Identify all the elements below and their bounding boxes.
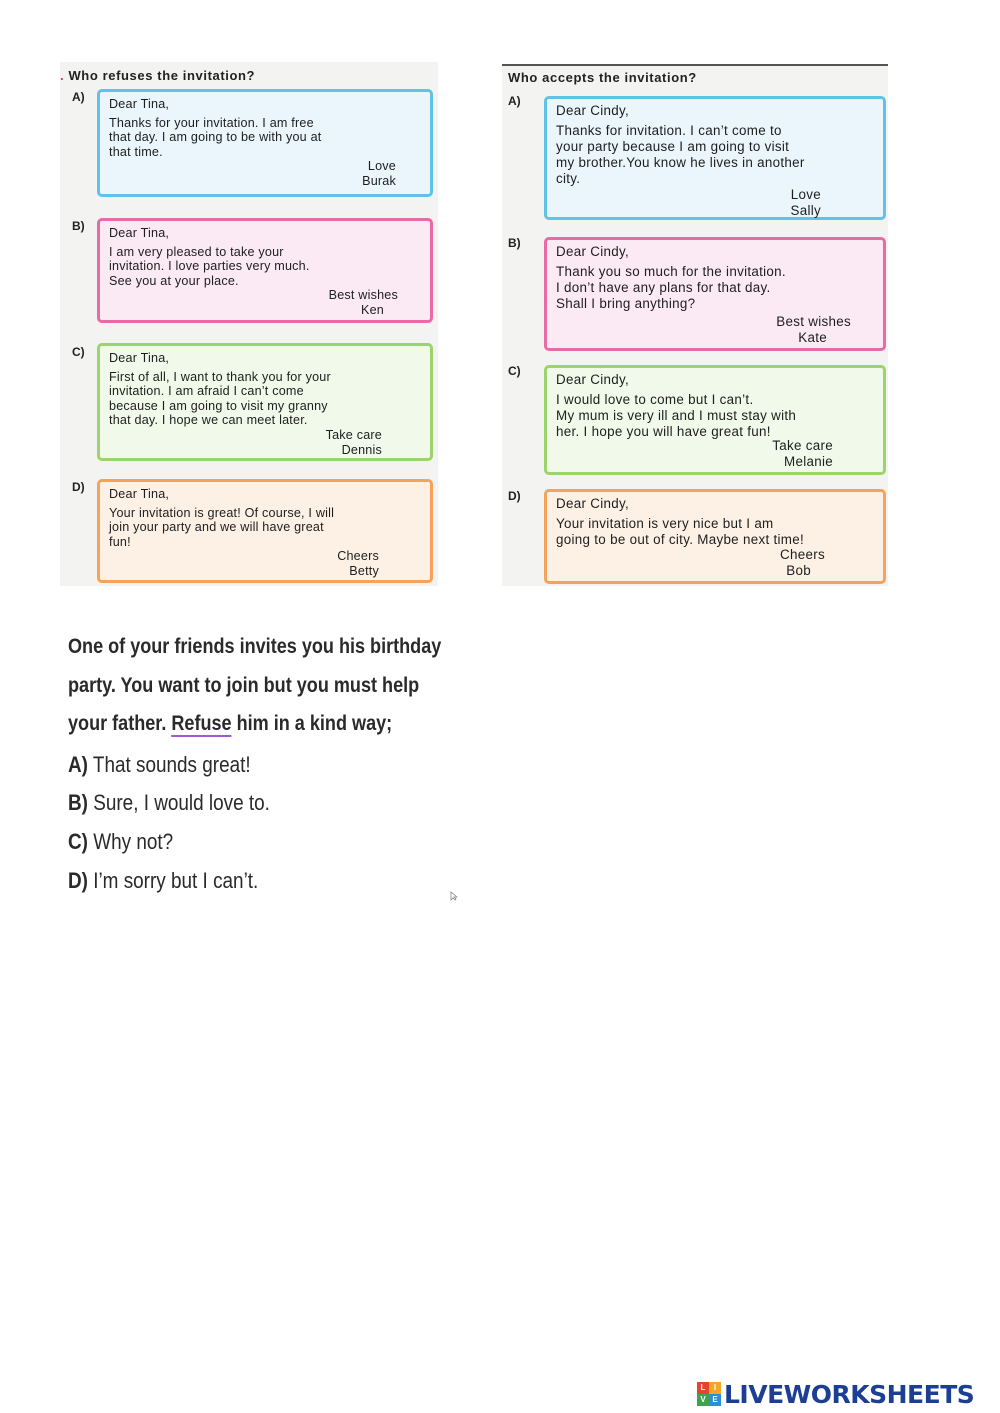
answer-option-d[interactable] (68, 868, 258, 894)
divider-line (502, 64, 888, 66)
task-line: One of your friends invites you his birthday (68, 635, 442, 658)
letter-line: that day. I hope we can meet later. (109, 413, 308, 428)
letter-signature (109, 428, 422, 457)
right-question-title: Who accepts the invitation? (508, 70, 697, 85)
left-question-title (60, 68, 255, 83)
option-letter-c[interactable]: C) (508, 364, 521, 378)
letter-line: I don’t have any plans for that day. (556, 280, 771, 295)
answer-letter: B) (68, 790, 88, 815)
letter-greeting: Dear Tina, (109, 487, 170, 501)
letter-line: See you at your place. (109, 273, 239, 288)
letter-card-kate[interactable] (544, 237, 886, 351)
letter-sender: Melanie (784, 454, 833, 469)
letter-line: your party because I am going to visit (556, 139, 790, 154)
letter-body (556, 516, 875, 548)
letter-line: Your invitation is very nice but I am (556, 516, 774, 531)
option-letter-d[interactable]: D) (508, 489, 521, 503)
letter-line: invitation. I love parties very much. (109, 259, 310, 274)
logo-badge-icon (697, 1382, 721, 1406)
letter-line: I am very pleased to take your (109, 244, 284, 259)
letter-signature (109, 549, 422, 578)
letter-sender: Betty (349, 563, 379, 578)
task-prompt (68, 628, 478, 744)
logo-badge-letter: E (709, 1394, 721, 1406)
letter-closing: Take care (325, 427, 382, 442)
answer-letter: D) (68, 868, 88, 893)
letter-card-betty[interactable] (97, 479, 433, 583)
letter-body (556, 392, 875, 440)
letter-closing: Best wishes (776, 314, 851, 329)
logo-badge-letter: V (697, 1394, 709, 1406)
letter-line: invitation. I am afraid I can’t come (109, 384, 304, 399)
letter-greeting: Dear Tina, (109, 97, 170, 111)
letter-sender: Bob (786, 563, 811, 578)
letter-body (556, 123, 875, 187)
letter-card-burak[interactable] (97, 89, 433, 197)
letter-line: Thanks for your invitation. I am free (109, 115, 314, 130)
letter-closing: Best wishes (328, 288, 398, 303)
letter-closing: Cheers (780, 547, 825, 562)
letter-signature (556, 314, 875, 346)
letter-line: her. I hope you will have great fun! (556, 424, 771, 439)
answer-text: Why not? (87, 829, 174, 854)
letter-card-ken[interactable] (97, 218, 433, 323)
letter-line: that time. (109, 144, 163, 159)
letter-line: Thank you so much for the invitation. (556, 264, 786, 279)
letter-card-sally[interactable] (544, 96, 886, 220)
answer-text: That sounds great! (87, 752, 251, 777)
letter-greeting: Dear Cindy, (556, 496, 630, 511)
cursor-icon (450, 891, 458, 901)
letter-body (109, 506, 422, 550)
letter-closing: Love (367, 159, 396, 174)
letter-greeting: Dear Tina, (109, 351, 170, 365)
letter-closing: Take care (772, 438, 833, 453)
letter-sender: Burak (362, 173, 396, 188)
letter-sender: Ken (360, 302, 384, 317)
letter-body (109, 116, 422, 160)
letter-sender: Kate (798, 330, 827, 345)
letter-line: join your party and we will have great (109, 520, 324, 535)
letter-line: my brother.You know he lives in another (556, 155, 805, 170)
logo-badge-letter: L (697, 1382, 709, 1394)
letter-signature (109, 288, 422, 317)
highlighted-word: Refuse (171, 712, 232, 735)
letter-line: Thanks for invitation. I can’t come to (556, 123, 782, 138)
answer-option-a[interactable] (68, 752, 251, 778)
letter-line: that day. I am going to be with you at (109, 130, 322, 145)
letter-greeting: Dear Cindy, (556, 372, 630, 387)
question-title-text: Who refuses the invitation? (68, 68, 256, 83)
letter-signature (109, 159, 422, 188)
question-marker: . (60, 68, 65, 83)
letter-line: because I am going to visit my granny (109, 398, 328, 413)
answer-letter: C) (68, 829, 88, 854)
right-question-panel (502, 64, 888, 586)
letter-signature (556, 438, 875, 470)
liveworksheets-logo[interactable] (697, 1380, 974, 1408)
letter-greeting: Dear Cindy, (556, 103, 630, 118)
letter-closing: Love (790, 187, 821, 202)
letter-line: city. (556, 171, 581, 186)
answer-option-c[interactable] (68, 829, 173, 855)
answer-option-b[interactable] (68, 790, 270, 816)
letter-card-melanie[interactable] (544, 365, 886, 475)
task-line (68, 705, 478, 744)
letter-line: I would love to come but I can’t. (556, 392, 754, 407)
option-letter-b[interactable]: B) (72, 219, 85, 233)
option-letter-d[interactable]: D) (72, 480, 85, 494)
letter-card-dennis[interactable] (97, 343, 433, 461)
letter-greeting: Dear Tina, (109, 226, 170, 240)
option-letter-c[interactable]: C) (72, 345, 85, 359)
task-text: him in a kind way; (231, 712, 393, 735)
letter-sender: Sally (790, 203, 821, 218)
logo-badge-letter: I (709, 1382, 721, 1394)
letter-signature (556, 187, 875, 219)
letter-line: My mum is very ill and I must stay with (556, 408, 797, 423)
letter-line: Your invitation is great! Of course, I will (109, 505, 335, 520)
letter-line: First of all, I want to thank you for your (109, 369, 331, 384)
letter-line: going to be out of city. Maybe next time! (556, 532, 805, 547)
letter-card-bob[interactable] (544, 489, 886, 584)
answer-letter: A) (68, 752, 88, 777)
letter-body (109, 370, 422, 428)
letter-body (556, 264, 875, 312)
option-letter-a[interactable]: A) (72, 90, 85, 104)
option-letter-b[interactable]: B) (508, 236, 521, 250)
letter-greeting: Dear Cindy, (556, 244, 630, 259)
logo-wordmark: LIVEWORKSHEETS (724, 1379, 975, 1409)
task-text: your father. (68, 712, 172, 735)
letter-signature (556, 547, 875, 579)
left-question-panel (60, 62, 438, 586)
letter-closing: Cheers (337, 549, 379, 564)
answer-text: Sure, I would love to. (87, 790, 270, 815)
task-line: party. You want to join but you must help (68, 673, 420, 697)
letter-sender: Dennis (341, 442, 382, 457)
answer-text: I’m sorry but I can’t. (87, 868, 259, 893)
letter-line: fun! (109, 534, 131, 549)
letter-line: Shall I bring anything? (556, 296, 696, 311)
option-letter-a[interactable]: A) (508, 94, 521, 108)
letter-body (109, 245, 422, 289)
